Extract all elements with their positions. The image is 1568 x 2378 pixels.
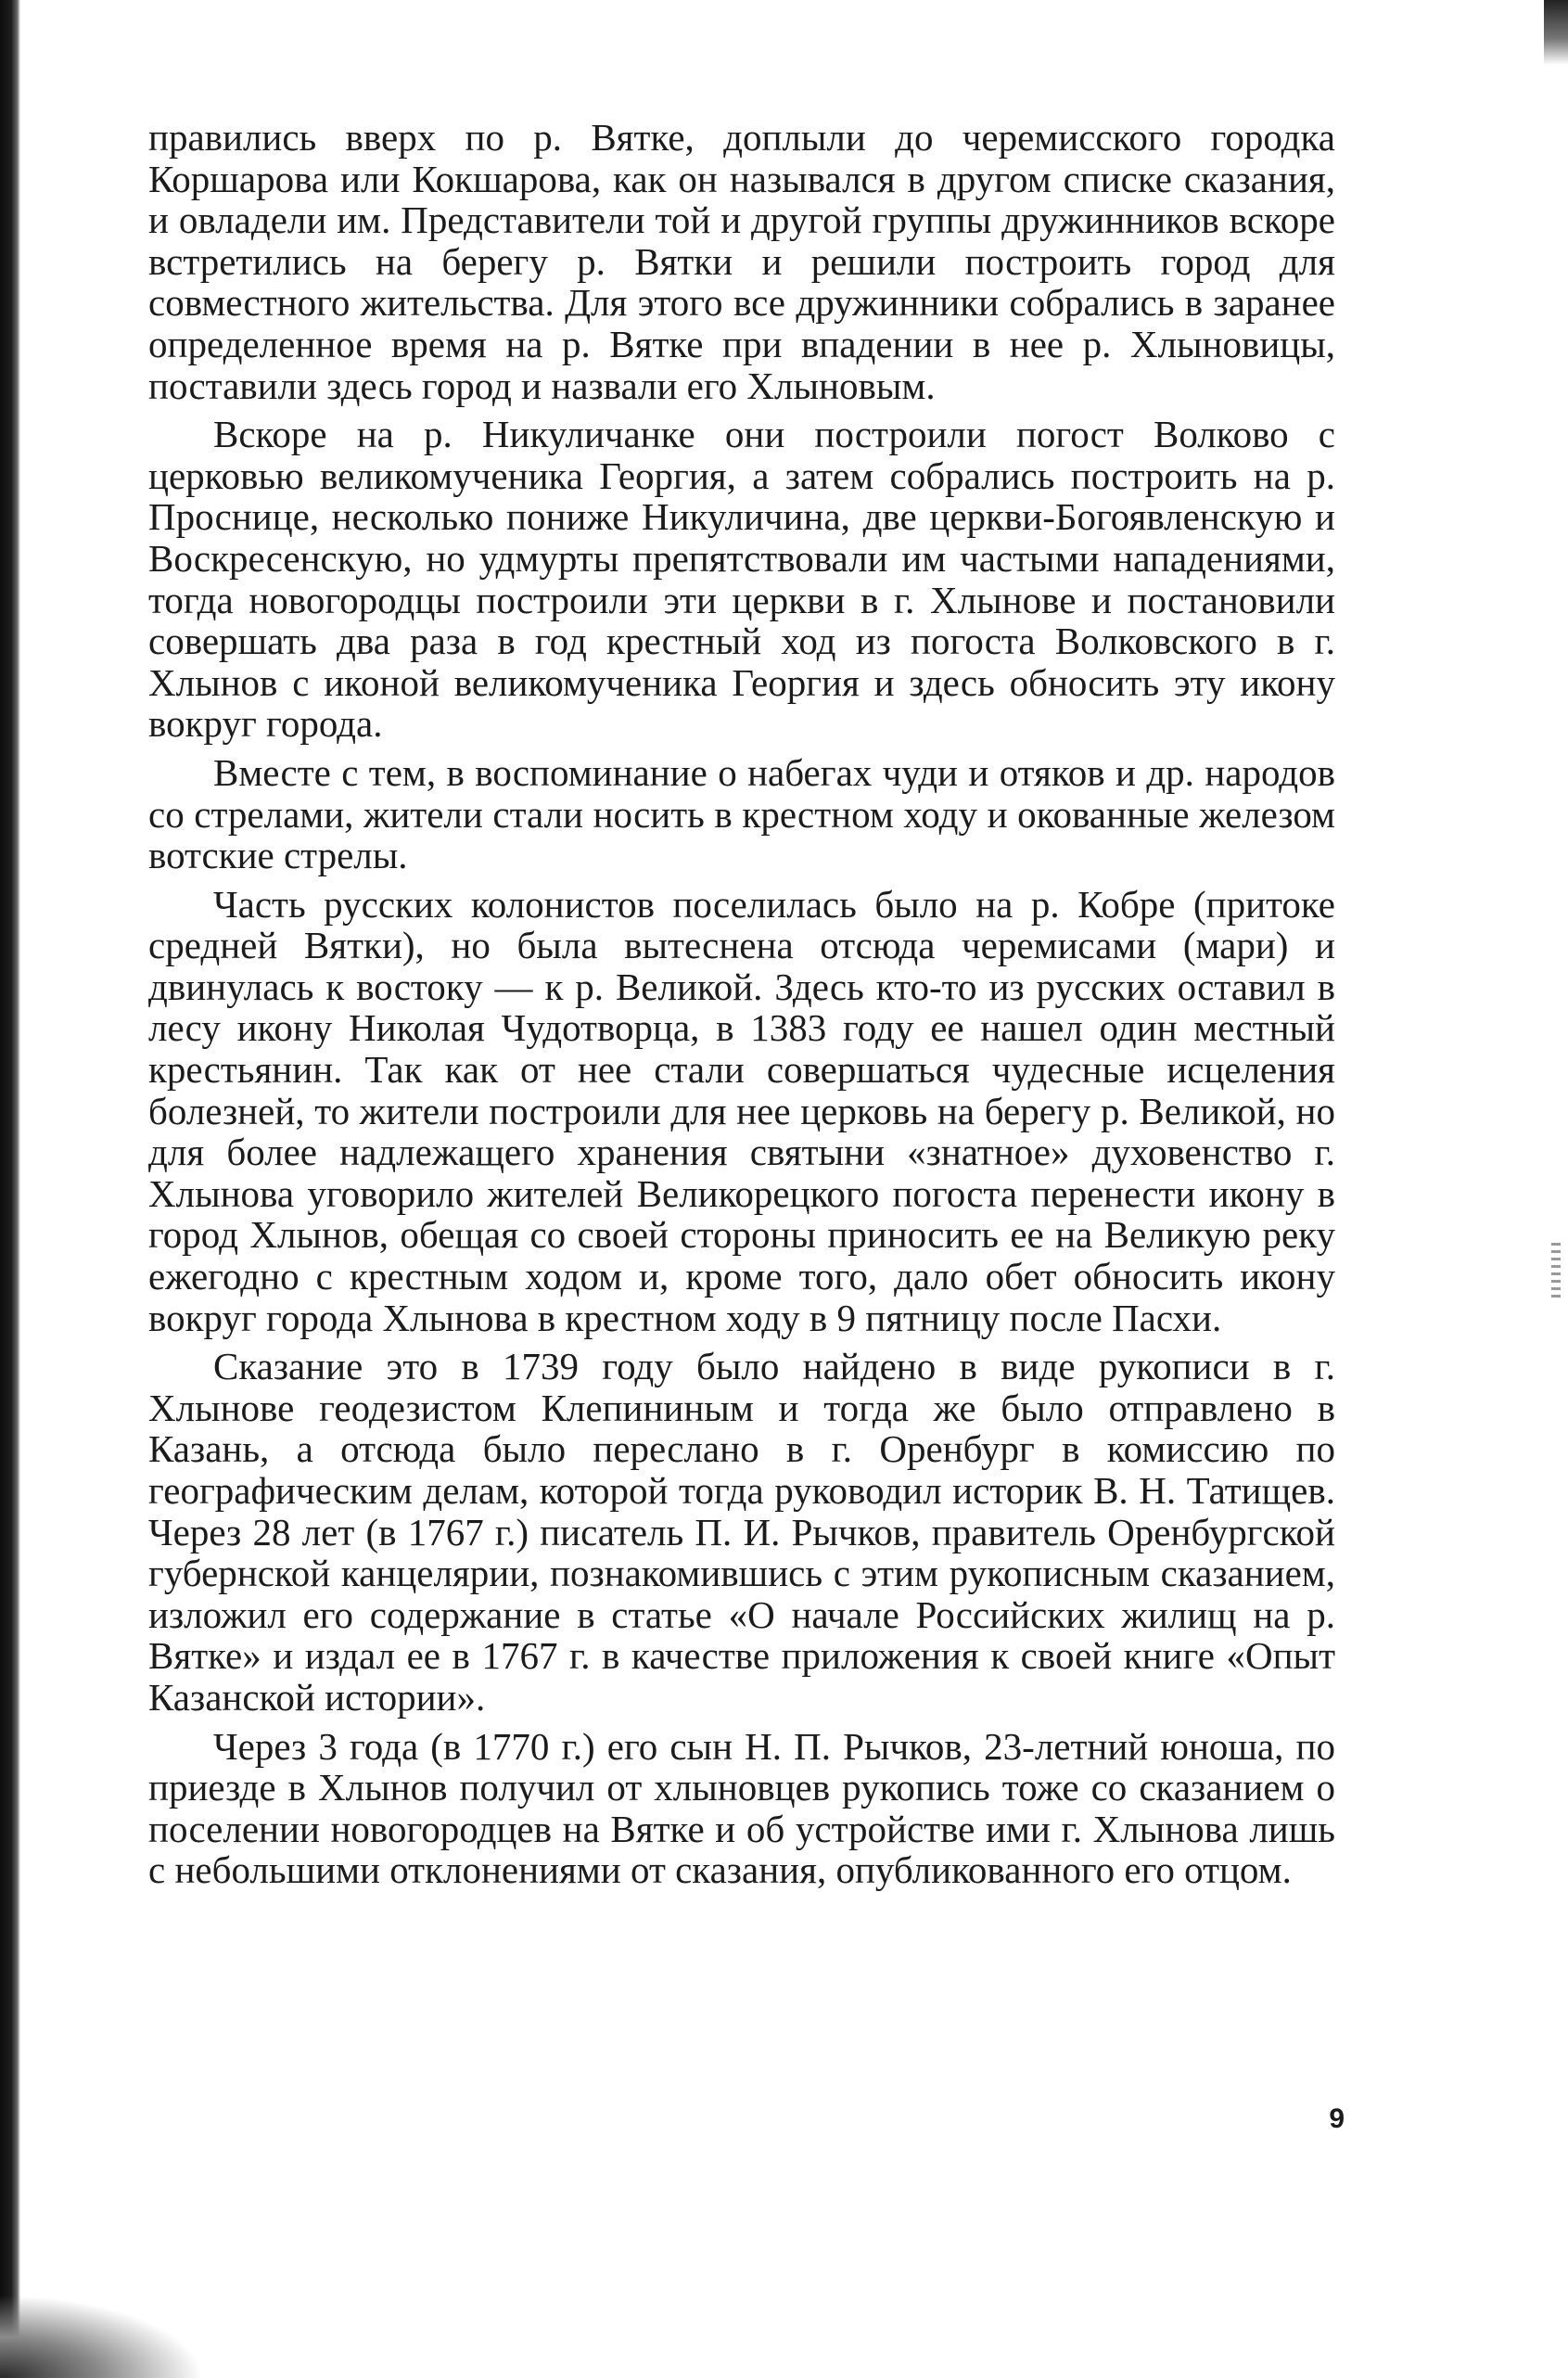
page-body	[148, 117, 1335, 1899]
paragraph: Сказание это в 1739 году было найдено в виде рукописи в г. Хлынове геодезистом Клепининым и тогда же было отправлено в Казань, а отсюда было переслано в г. Оренбург в комиссию по географическим делам, которой тогда руководил историк В. Н. Татищев. Через 28 лет (в 1767 г.) писатель П. И. Рычков, правитель Оренбургской губернской канцелярии, познакомившись с этим рукописным сказанием, изложил его содержание в статье «О начале Российских жилищ на р. Вятке» и издал ее в 1767 г. в качестве приложения к своей книге «Опыт Казанской истории».	[148, 1345, 1335, 1719]
page-number: 9	[1329, 2103, 1345, 2134]
paragraph-continuation: правились вверх по р. Вятке, доплыли до черемисского городка Коршарова или Кокшарова, как он назывался в другом списке сказания, и овладели им. Представители той и другой группы дружинников вскоре встретились на берегу р. Вятки и решили построить город для совместного жительства. Для этого все дружинники собрались в заранее определенное время на р. Вятке при впадении в нее р. Хлыновицы, поставили здесь город и назвали его Хлыновым.	[148, 116, 1335, 407]
scan-corner-shadow	[0, 2295, 204, 2378]
scan-binding-shadow	[0, 0, 20, 2378]
paragraph: Вместе с тем, в воспоминание о набегах чуди и отяков и др. народов со стрелами, жители стали носить в крестном ходу и окованные железом вотские стрелы.	[148, 750, 1335, 877]
paragraph: Вскоре на р. Никуличанке они построили погост Волково с церковью великомученика Георгия, а затем собрались построить на р. Проснице, несколько пониже Никуличина, две церкви-Богоявленскую и Воскресенскую, но удмурты препятствовали им частыми нападениями, тогда новогородцы построили эти церкви в г. Хлынове и постановили совершать два раза в год крестный ход из погоста Волковского в г. Хлынов с иконой великомученика Георгия и здесь обносить эту икону вокруг города.	[148, 413, 1335, 746]
scan-edge-mark	[1544, 0, 1568, 65]
paragraph: Через 3 года (в 1770 г.) его сын Н. П. Рычков, 23-летний юноша, по приезде в Хлынов получил от хлыновцев рукопись тоже со сказанием о поселении новогородцев на Вятке и об устройстве ими г. Хлынова лишь с небольшими отклонениями от сказания, опубликованного его отцом.	[148, 1724, 1335, 1892]
scan-noise-mark	[1551, 1243, 1561, 1298]
paragraph: Часть русских колонистов поселилась было на р. Кобре (притоке средней Вятки), но была вытеснена отсюда черемисами (мари) и двинулась к востоку — к р. Великой. Здесь кто-то из русских оставил в лесу икону Николая Чудотворца, в 1383 году ее нашел один местный крестьянин. Так как от нее стали совершаться чудесные исцеления болезней, то жители построили для нее церковь на берегу р. Великой, но для более надлежащего хранения святыни «знатное» духовенство г. Хлынова уговорило жителей Великорецкого погоста перенести икону в город Хлынов, обещая со своей стороны приносить ее на Великую реку ежегодно с крестным ходом и, кроме того, дало обет обносить икону вокруг города Хлынова в крестном ходу в 9 пятницу после Пасхи.	[148, 882, 1335, 1339]
